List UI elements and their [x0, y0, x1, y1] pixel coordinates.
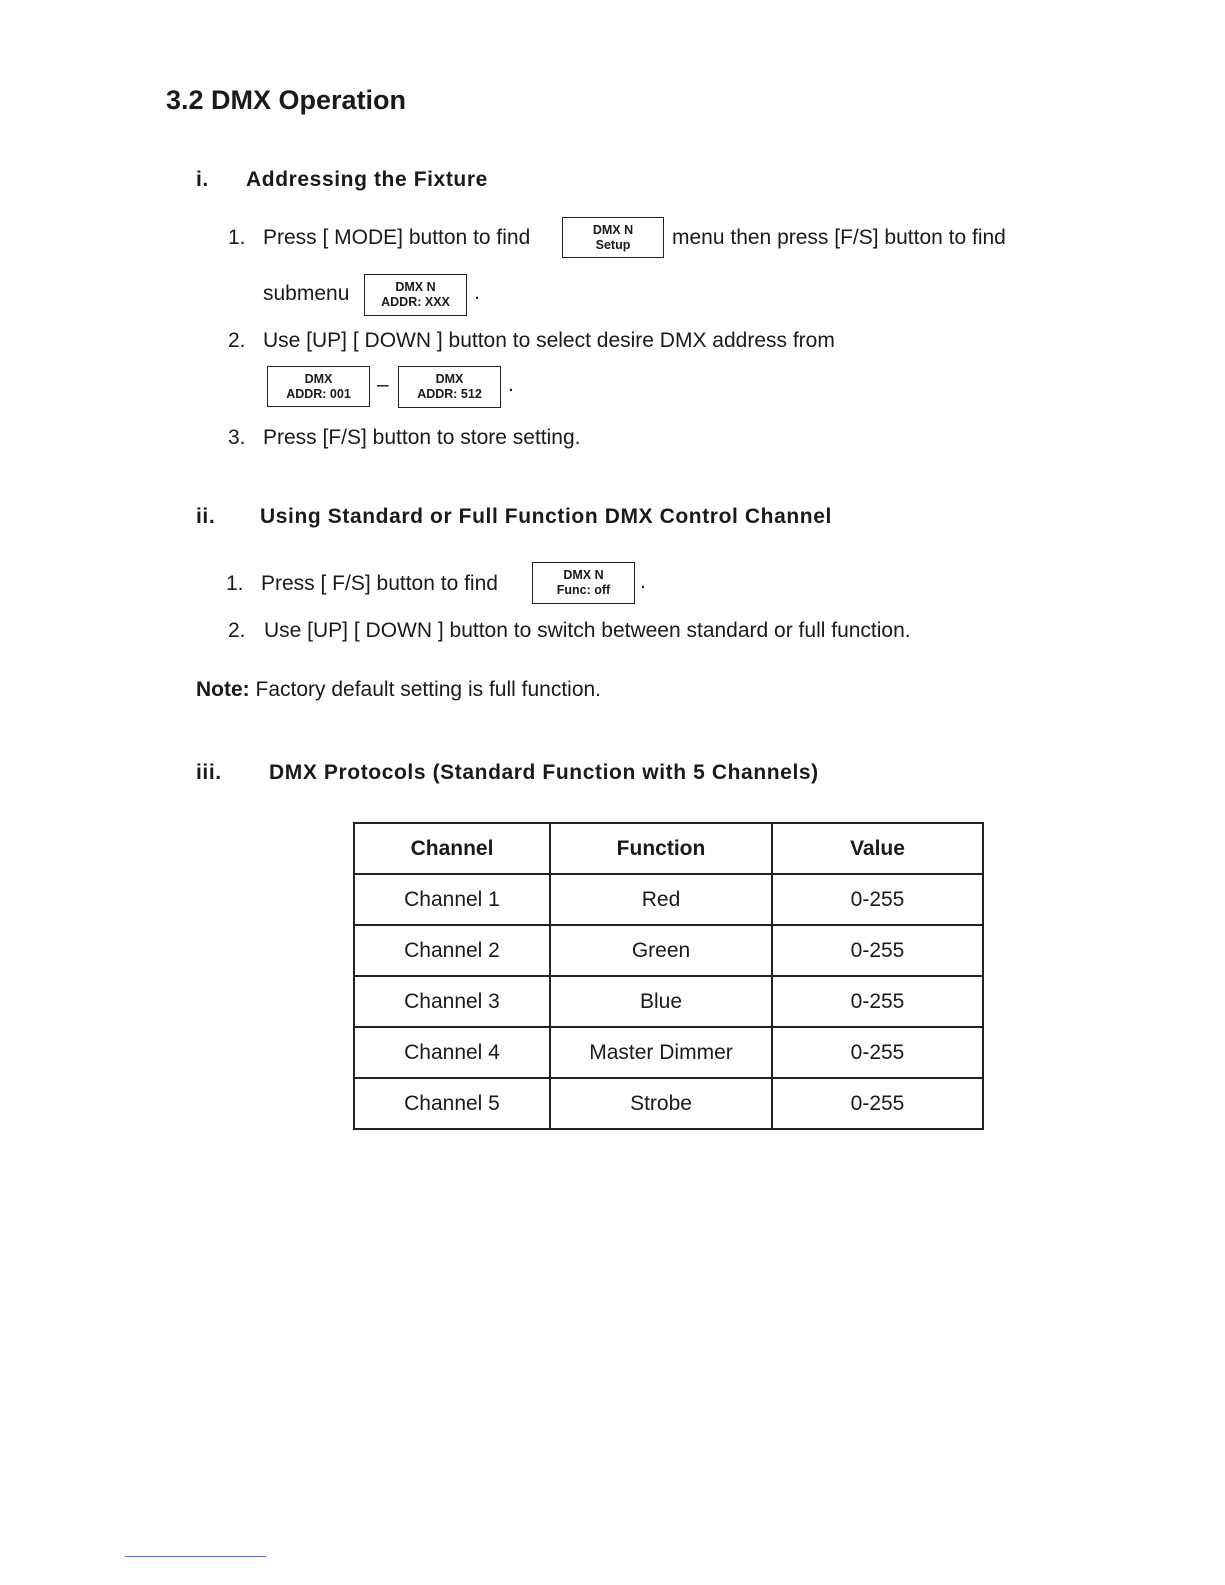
table-row: [354, 925, 983, 976]
lcd-dmx-func-off: [532, 562, 635, 604]
table-row: [354, 976, 983, 1027]
cell-function: Master Dimmer: [550, 1027, 772, 1078]
table-row: [354, 1078, 983, 1129]
subsection-ii-numeral: ii.: [196, 505, 216, 528]
lcd-line-1: DMX N: [563, 568, 604, 582]
lcd-line-2: Setup: [595, 237, 631, 252]
lcd-line-1: DMX: [304, 371, 333, 386]
subsection-iii-title: DMX Protocols (Standard Function with 5 Channels): [269, 761, 819, 784]
step-i1-period: .: [474, 281, 480, 304]
subsection-iii-numeral: iii.: [196, 761, 222, 784]
cell-function: Green: [550, 925, 772, 976]
lcd-line-1: DMX N: [395, 280, 436, 294]
cell-function: Strobe: [550, 1078, 772, 1129]
subsection-ii-title: Using Standard or Full Function DMX Control Channel: [260, 505, 832, 528]
footnote-rule: [125, 1556, 266, 1557]
lcd-line-2: Func: off: [556, 583, 611, 597]
cell-function: Blue: [550, 976, 772, 1027]
range-dash: –: [377, 373, 389, 396]
cell-channel: Channel 1: [354, 874, 550, 925]
cell-function: Red: [550, 874, 772, 925]
subsection-i-numeral: i.: [196, 168, 209, 191]
cell-channel: Channel 4: [354, 1027, 550, 1078]
cell-value: 0-255: [772, 1027, 983, 1078]
lcd-line-1: DMX: [435, 372, 464, 386]
lcd-dmx-setup: [562, 217, 664, 258]
dmx-protocol-table: [353, 822, 984, 1130]
step-i3-number: 3.: [228, 426, 246, 449]
cell-value: 0-255: [772, 976, 983, 1027]
step-ii1-period: .: [640, 570, 646, 593]
header-value: Value: [772, 823, 983, 874]
cell-value: 0-255: [772, 874, 983, 925]
lcd-dmx-addr-xxx: [364, 274, 467, 316]
note-text: Factory default setting is full function.: [249, 678, 602, 701]
lcd-line-2: ADDR: 001: [286, 386, 351, 401]
step-i3-text: Press [F/S] button to store setting.: [263, 426, 581, 449]
step-i2-period: .: [508, 373, 514, 396]
note-label: Note:: [196, 678, 250, 701]
step-i1-number: 1.: [228, 226, 246, 249]
header-channel: Channel: [354, 823, 550, 874]
step-ii2-number: 2.: [228, 619, 246, 642]
lcd-line-1: DMX N: [592, 222, 634, 237]
step-i2-text: Use [UP] [ DOWN ] button to select desire DMX address from: [263, 329, 835, 352]
section-title: 3.2 DMX Operation: [166, 85, 407, 115]
step-i2-number: 2.: [228, 329, 246, 352]
step-ii2-text: Use [UP] [ DOWN ] button to switch between standard or full function.: [264, 619, 911, 642]
step-i1-text-c: submenu: [263, 282, 350, 305]
header-function: Function: [550, 823, 772, 874]
cell-value: 0-255: [772, 1078, 983, 1129]
step-ii1-text: Press [ F/S] button to find: [261, 572, 498, 595]
note: [196, 678, 601, 702]
table-row: [354, 874, 983, 925]
cell-channel: Channel 5: [354, 1078, 550, 1129]
cell-channel: Channel 3: [354, 976, 550, 1027]
cell-value: 0-255: [772, 925, 983, 976]
step-i1-text-a: Press [ MODE] button to find: [263, 226, 531, 249]
lcd-line-2: ADDR: XXX: [381, 295, 450, 309]
lcd-dmx-addr-512: [398, 366, 501, 408]
lcd-line-2: ADDR: 512: [417, 387, 482, 401]
cell-channel: Channel 2: [354, 925, 550, 976]
step-i1-text-b: menu then press [F/S] button to find: [672, 226, 1006, 249]
lcd-dmx-addr-001: [267, 366, 370, 407]
table-header-row: [354, 823, 983, 874]
table-row: [354, 1027, 983, 1078]
step-ii1-number: 1.: [226, 572, 244, 595]
subsection-i-title: Addressing the Fixture: [246, 168, 488, 191]
